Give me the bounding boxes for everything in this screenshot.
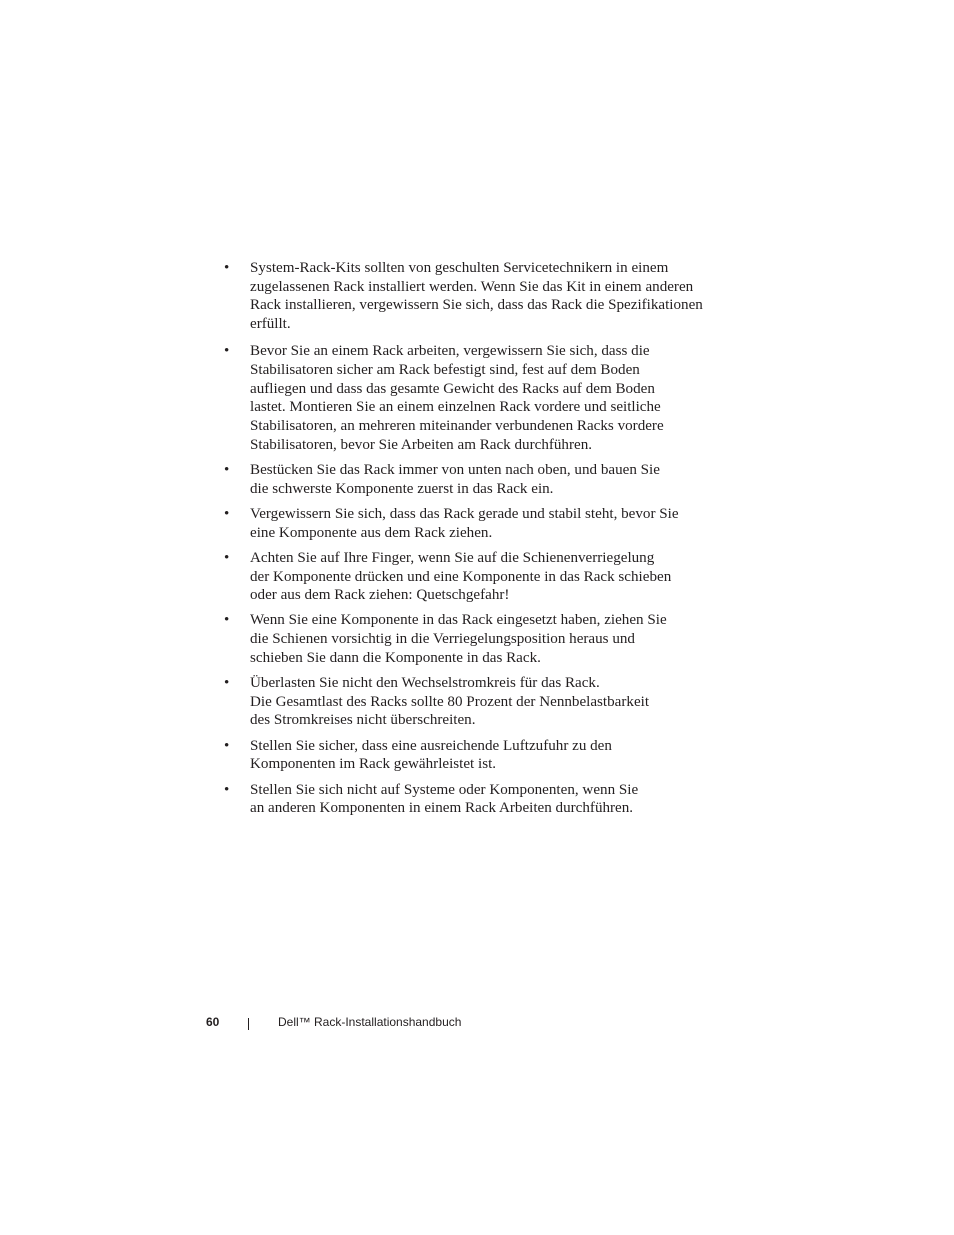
text-line: Komponenten im Rack gewährleistet ist. <box>250 756 497 773</box>
text-line: Wenn Sie eine Komponente in das Rack eingesetzt haben, ziehen Sie <box>250 612 667 629</box>
text-line: an anderen Komponenten in einem Rack Arbeiten durchführen. <box>250 800 634 817</box>
text-line: Vergewissern Sie sich, dass das Rack gerade und stabil steht, bevor Sie <box>250 505 679 522</box>
list-item <box>222 342 722 454</box>
text-line: Überlasten Sie nicht den Wechselstromkreis für das Rack. <box>250 675 600 692</box>
list-item <box>222 611 722 667</box>
bullet-marker: • <box>224 781 230 798</box>
safety-instructions-list <box>222 259 722 824</box>
text-line: aufliegen und dass das gesamte Gewicht des Racks auf dem Boden <box>250 380 655 397</box>
bullet-marker: • <box>224 260 230 276</box>
list-item-text <box>250 781 722 818</box>
bullet-marker: • <box>224 343 230 360</box>
text-line: Rack installieren, vergewissern Sie sich, dass das Rack die Spezifikationen <box>250 297 703 314</box>
list-item-text <box>250 342 722 454</box>
list-item-text <box>250 259 722 334</box>
list-item <box>222 674 722 730</box>
text-line: Stabilisatoren, an mehreren miteinander verbundenen Racks vordere <box>250 418 664 435</box>
list-item-text <box>250 505 722 542</box>
bullet-marker: • <box>224 612 230 629</box>
text-line: oder aus dem Rack ziehen: Quetschgefahr! <box>250 587 510 604</box>
list-item-text <box>250 549 722 605</box>
text-line: Stabilisatoren, bevor Sie Arbeiten am Rack durchführen. <box>250 436 593 453</box>
text-line: erfüllt. <box>250 316 291 333</box>
text-line: Die Gesamtlast des Racks sollte 80 Prozent der Nennbelastbarkeit <box>250 693 650 710</box>
bullet-marker: • <box>224 462 230 479</box>
document-title: Dell™ Rack-Installationshandbuch <box>278 1015 462 1029</box>
text-line: Bestücken Sie das Rack immer von unten nach oben, und bauen Sie <box>250 462 660 479</box>
bullet-marker: • <box>224 549 230 566</box>
list-item-text <box>250 611 722 667</box>
list-item <box>222 549 722 605</box>
text-line: schieben Sie dann die Komponente in das Rack. <box>250 649 541 666</box>
text-line: lastet. Montieren Sie an einem einzelnen Rack vordere und seitliche <box>250 399 661 416</box>
bullet-marker: • <box>224 505 230 522</box>
text-line: Stellen Sie sich nicht auf Systeme oder Komponenten, wenn Sie <box>250 781 639 798</box>
text-line: System-Rack-Kits sollten von geschulten Servicetechnikern in einem <box>250 260 669 276</box>
list-item-text <box>250 461 722 498</box>
text-line: Bevor Sie an einem Rack arbeiten, vergewissern Sie sich, dass die <box>250 343 650 360</box>
bullet-marker: • <box>224 675 230 692</box>
text-line: die schwerste Komponente zuerst in das Rack ein. <box>250 480 554 497</box>
page-footer <box>0 1015 954 1035</box>
bullet-marker: • <box>224 737 230 754</box>
text-line: der Komponente drücken und eine Komponente in das Rack schieben <box>250 568 672 585</box>
footer-divider <box>248 1018 249 1030</box>
list-item <box>222 781 722 818</box>
list-item-text <box>250 737 722 774</box>
list-item <box>222 259 722 334</box>
text-line: eine Komponente aus dem Rack ziehen. <box>250 524 493 541</box>
text-line: des Stromkreises nicht überschreiten. <box>250 712 476 729</box>
text-line: Stellen Sie sicher, dass eine ausreichende Luftzufuhr zu den <box>250 737 612 754</box>
page-number: 60 <box>206 1015 220 1029</box>
text-line: die Schienen vorsichtig in die Verriegelungsposition heraus und <box>250 631 635 648</box>
text-line: Stabilisatoren sicher am Rack befestigt sind, fest auf dem Boden <box>250 362 640 379</box>
list-item <box>222 505 722 542</box>
list-item <box>222 737 722 774</box>
list-item <box>222 461 722 498</box>
text-line: zugelassenen Rack installiert werden. Wenn Sie das Kit in einem anderen <box>250 278 694 295</box>
list-item-text <box>250 674 722 730</box>
text-line: Achten Sie auf Ihre Finger, wenn Sie auf die Schienenverriegelung <box>250 549 655 566</box>
